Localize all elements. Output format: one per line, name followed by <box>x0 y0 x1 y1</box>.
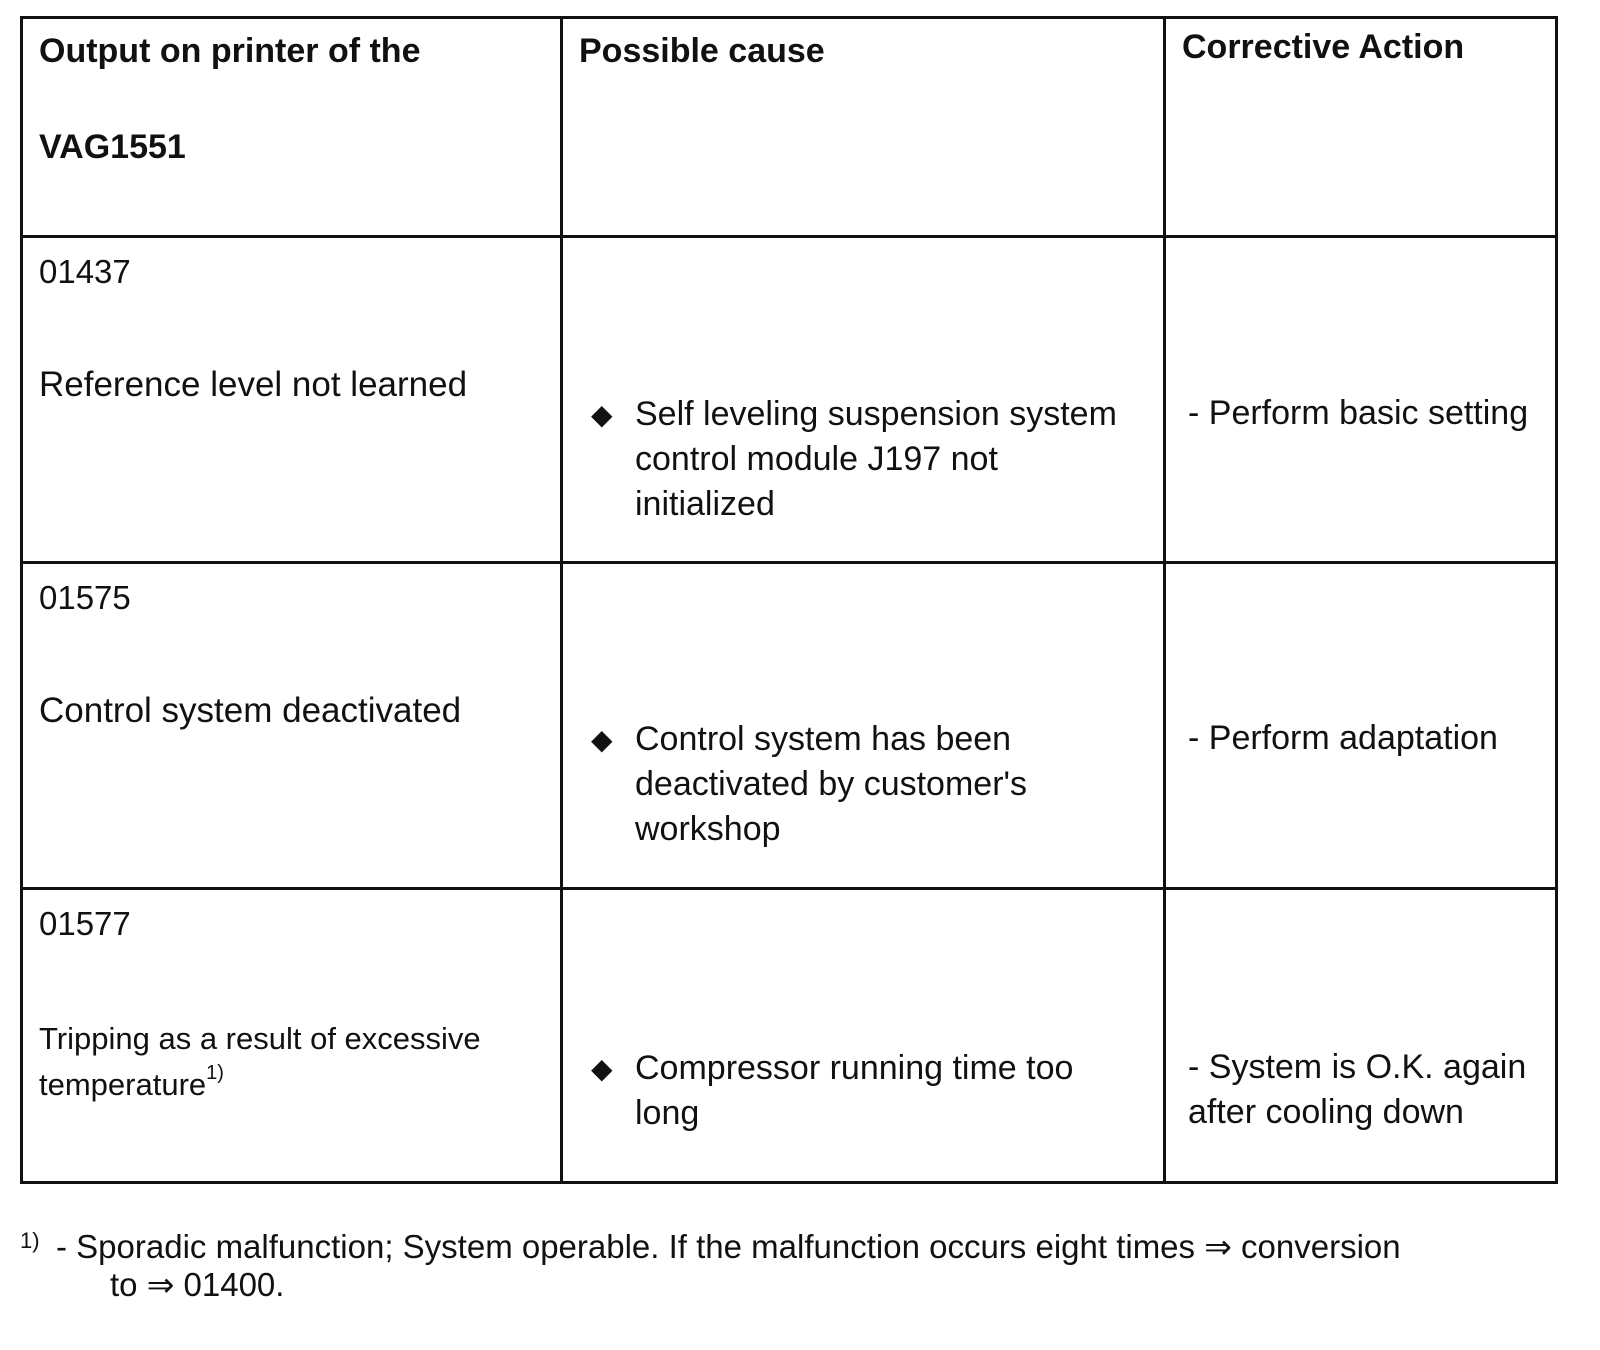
corrective-action-cell <box>1165 889 1557 1183</box>
fault-description: Control system deactivated <box>39 691 462 730</box>
header-cause-cell <box>562 18 1165 237</box>
fault-code: 01575 <box>39 579 131 616</box>
fault-code: 01437 <box>39 253 131 290</box>
corrective-action-text: - Perform basic setting <box>1188 394 1529 432</box>
corrective-action-text: - Perform adaptation <box>1188 719 1498 757</box>
fault-output-cell <box>22 237 562 563</box>
possible-cause-text: Control system has been deactivated by customer's workshop <box>635 720 1028 848</box>
fault-output-cell <box>22 563 562 889</box>
corrective-action-text: - System is O.K. again after cooling down <box>1188 1048 1527 1131</box>
header-cause-label: Possible cause <box>579 32 825 70</box>
footnote <box>20 1228 1580 1304</box>
diamond-bullet-icon: ◆ <box>591 1053 613 1084</box>
fault-code: 01577 <box>39 905 131 942</box>
diamond-bullet-icon: ◆ <box>591 724 613 755</box>
footnote-mark: 1) <box>20 1228 40 1253</box>
possible-cause-cell <box>562 889 1165 1183</box>
header-output-label: Output on printer of the <box>39 32 421 70</box>
diamond-bullet-icon: ◆ <box>591 399 613 430</box>
fault-output-cell <box>22 889 562 1183</box>
header-action-cell <box>1165 18 1557 237</box>
corrective-action-cell <box>1165 563 1557 889</box>
header-output-cell <box>22 18 562 237</box>
possible-cause-cell <box>562 563 1165 889</box>
corrective-action-cell <box>1165 237 1557 563</box>
table-header-row <box>22 18 1557 237</box>
fault-description: Reference level not learned <box>39 365 468 404</box>
footnote-reference: 1) <box>206 1062 224 1084</box>
header-output-label-line2: VAG1551 <box>39 128 186 166</box>
possible-cause-cell <box>562 237 1165 563</box>
fault-description-text: Tripping as a result of excessive temperature <box>39 1021 481 1102</box>
table-row <box>22 563 1557 889</box>
fault-description <box>39 1016 560 1108</box>
possible-cause-text: Self leveling suspension system control module J197 not initialized <box>635 395 1117 523</box>
footnote-line-1: - Sporadic malfunction; System operable. If the malfunction occurs eight times ⇒ conversion <box>56 1228 1401 1265</box>
table-row <box>22 237 1557 563</box>
possible-cause-text: Compressor running time too long <box>635 1049 1074 1132</box>
footnote-line-2: to ⇒ 01400. <box>110 1266 285 1303</box>
table-row <box>22 889 1557 1183</box>
header-action-label: Corrective Action <box>1182 28 1465 66</box>
fault-code-table <box>20 16 1558 1184</box>
